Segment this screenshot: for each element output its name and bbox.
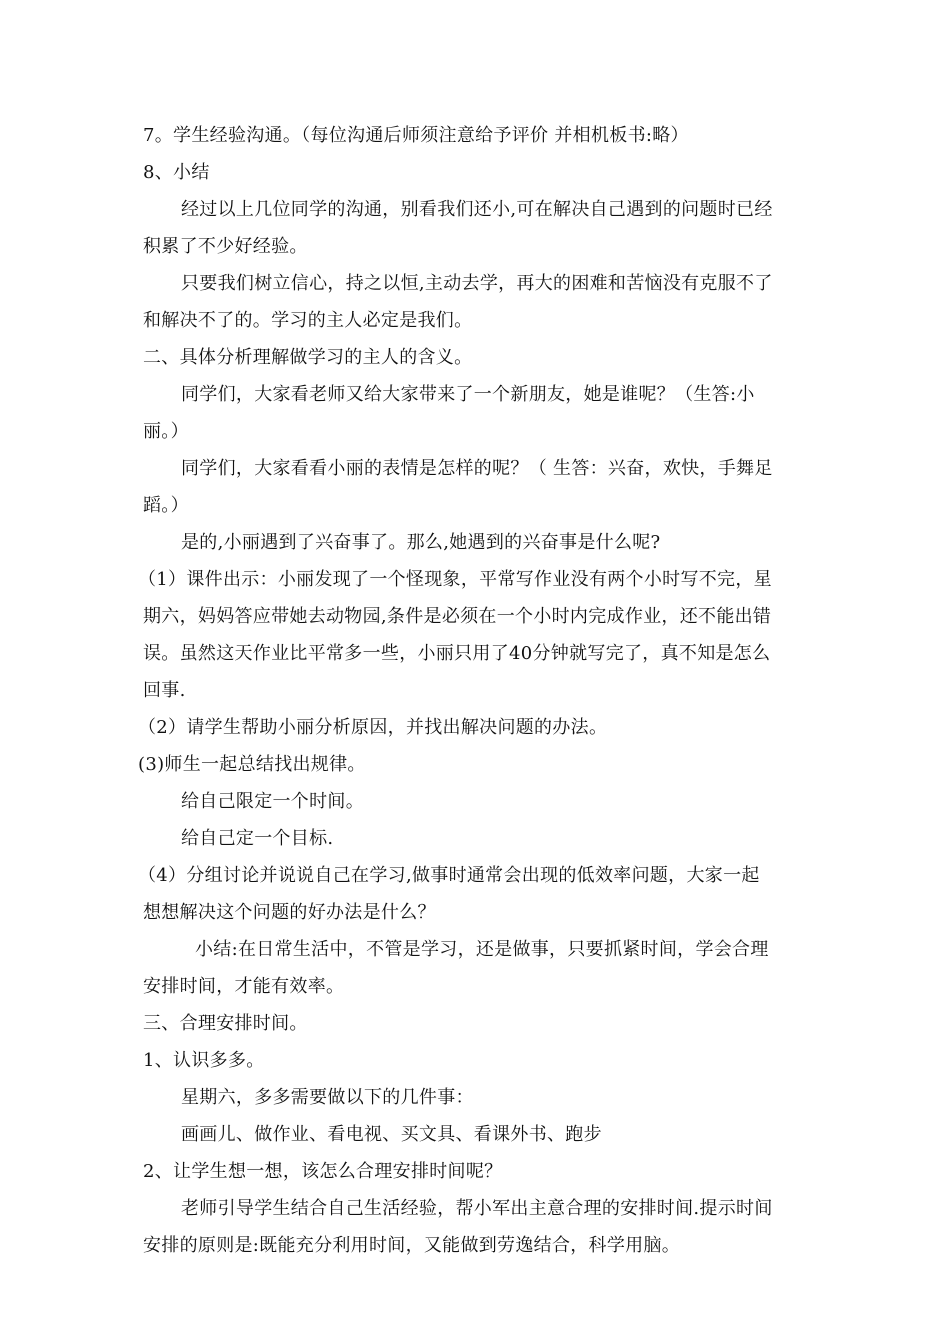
- item-7-line: 7。学生经验沟通。（每位沟通后师须注意给予评价 并相机板书:略）: [143, 125, 689, 146]
- summary-para-2-line-1: 只要我们树立信心，持之以恒,主动去学，再大的困难和苦恼没有克服不了: [181, 273, 773, 294]
- step-1-line-1: （1）课件出示：小丽发现了一个怪现象，平常写作业没有两个小时写不完，星: [138, 569, 772, 590]
- step-4-summary-line-2: 安排时间，才能有效率。: [143, 976, 345, 997]
- step-4-summary-line-1: 小结:在日常生活中，不管是学习，还是做事，只要抓紧时间，学会合理: [195, 939, 769, 960]
- step-1-line-4: 回事.: [143, 680, 186, 701]
- step-4-line-2: 想想解决这个问题的好办法是什么？: [143, 902, 436, 923]
- step-1-line-3: 误。虽然这天作业比平常多一些，小丽只用了40分钟就写完了，真不知是怎么: [143, 643, 771, 664]
- item-8-heading: 8、小结: [143, 162, 210, 183]
- section-2-heading: 二、具体分析理解做学习的主人的含义。: [143, 347, 473, 368]
- step-3-line: (3)师生一起总结找出规律。: [138, 754, 366, 775]
- para-expression-line-1: 同学们，大家看看小丽的表情是怎样的呢？（ 生答：兴奋，欢快，手舞足: [181, 458, 773, 479]
- para-new-friend-line-2: 丽。）: [143, 421, 189, 442]
- summary-para-1-line-2: 积累了不少好经验。: [143, 236, 308, 257]
- saturday-tasks-intro: 星期六，多多需要做以下的几件事：: [181, 1087, 474, 1108]
- item-2-heading: 2、让学生想一想，该怎么合理安排时间呢？: [143, 1161, 503, 1182]
- teacher-guide-line-1: 老师引导学生结合自己生活经验，帮小军出主意合理的安排时间.提示时间: [181, 1198, 773, 1219]
- rule-time-limit: 给自己限定一个时间。: [181, 791, 364, 812]
- section-3-heading: 三、合理安排时间。: [143, 1013, 308, 1034]
- teacher-guide-line-2: 安排的原则是:既能充分利用时间，又能做到劳逸结合，科学用脑。: [143, 1235, 681, 1256]
- step-1-line-2: 期六，妈妈答应带她去动物园,条件是必须在一个小时内完成作业，还不能出错: [143, 606, 772, 627]
- step-4-line-1: （4）分组讨论并说说自己在学习,做事时通常会出现的低效率问题，大家一起: [138, 865, 760, 886]
- para-expression-line-2: 蹈。）: [143, 495, 189, 516]
- para-new-friend-line-1: 同学们，大家看老师又给大家带来了一个新朋友，她是谁呢？（生答:小: [181, 384, 755, 405]
- item-1-heading: 1、认识多多。: [143, 1050, 265, 1071]
- step-2-line: （2）请学生帮助小丽分析原因，并找出解决问题的办法。: [138, 717, 608, 738]
- saturday-tasks-list: 画画儿、做作业、看电视、买文具、看课外书、跑步: [181, 1124, 602, 1145]
- summary-para-1-line-1: 经过以上几位同学的沟通，别看我们还小,可在解决自己遇到的问题时已经: [181, 199, 773, 220]
- summary-para-2-line-2: 和解决不了的。学习的主人必定是我们。: [143, 310, 473, 331]
- rule-set-goal: 给自己定一个目标.: [181, 828, 334, 849]
- para-happy-event: 是的,小丽遇到了兴奋事了。那么,她遇到的兴奋事是什么呢?: [181, 532, 661, 553]
